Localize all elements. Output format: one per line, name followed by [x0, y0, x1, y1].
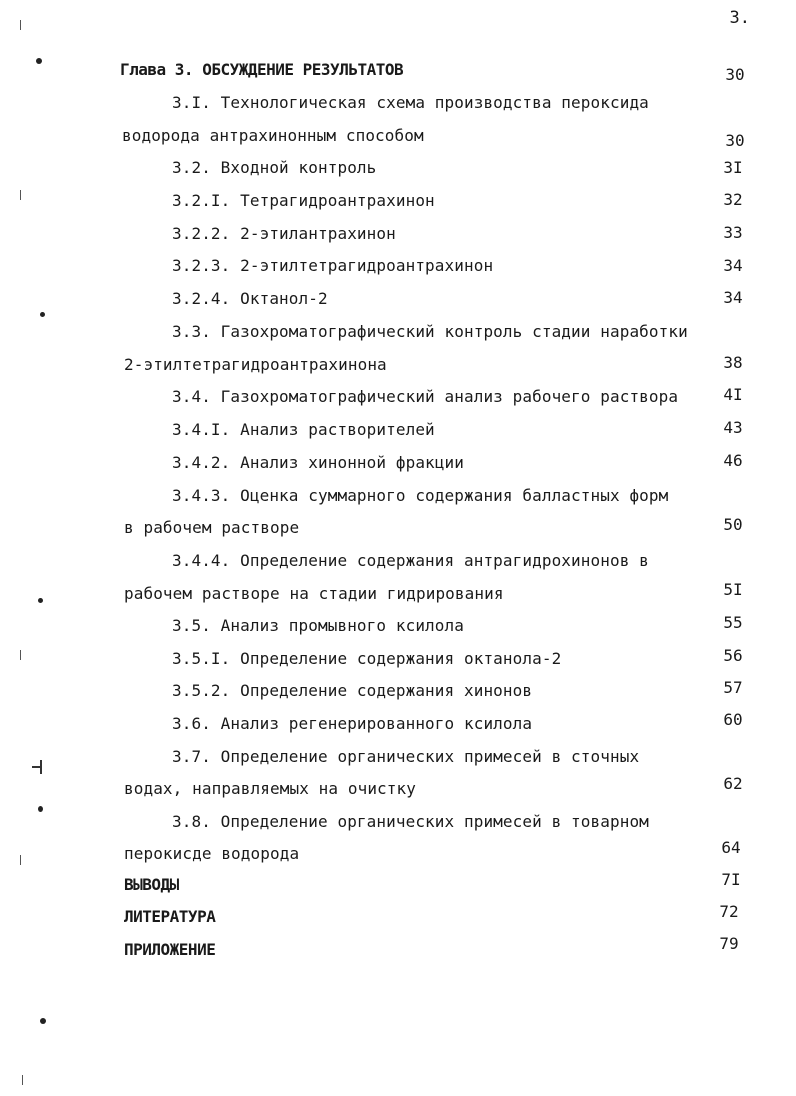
- toc-page-number: 4I: [723, 385, 743, 404]
- scan-mark: [22, 1075, 23, 1085]
- toc-appendix: ПРИЛОЖЕНИЕ: [124, 940, 216, 959]
- toc-page-number: 60: [723, 710, 743, 729]
- toc-entry-line: 3.2.4. Октанол-2: [172, 289, 328, 308]
- toc-page-number: 7I: [721, 870, 741, 889]
- toc-entry-line: 3.2.2. 2-этилантрахинон: [172, 224, 396, 243]
- toc-entry-line: 3.8. Определение органических примесей в товарном: [172, 812, 649, 831]
- scan-speck: [38, 806, 43, 812]
- scan-mark: [20, 20, 21, 30]
- scan-mark: [20, 855, 21, 865]
- scan-mark: [32, 766, 42, 768]
- toc-literature: ЛИТЕРАТУРА: [124, 907, 216, 926]
- scan-speck: [36, 58, 42, 64]
- toc-page-number: 79: [719, 934, 739, 953]
- scan-mark: [20, 650, 21, 660]
- toc-entry-line: 3.2.3. 2-этилтетрагидроантрахинон: [172, 256, 494, 275]
- toc-page-number: 57: [723, 678, 743, 697]
- page-number: 3.: [729, 8, 750, 28]
- scan-speck: [38, 598, 43, 603]
- toc-page-number: 30: [725, 131, 745, 150]
- toc-entry-line: 3.5. Анализ промывного ксилола: [172, 616, 464, 635]
- toc-page-number: 50: [723, 515, 743, 534]
- toc-entry-line: 3.3. Газохроматографический контроль стадии наработки: [172, 322, 688, 341]
- toc-page-number: 33: [723, 223, 743, 242]
- toc-entry-line: 2-этилтетрагидроантрахинона: [124, 355, 387, 374]
- toc-page-number: 64: [721, 838, 741, 857]
- toc-entry-line: 3.7. Определение органических примесей в сточных: [172, 747, 640, 766]
- toc-page-number: 34: [723, 256, 743, 275]
- toc-page-number: 38: [723, 353, 743, 372]
- toc-page-number: 46: [723, 451, 743, 470]
- toc-page-number: 5I: [723, 580, 743, 599]
- toc-entry-line: 3.4.4. Определение содержания антрагидрохинонов в: [172, 551, 649, 570]
- toc-entry-line: в рабочем растворе: [124, 518, 300, 537]
- toc-entry-line: водорода антрахинонным способом: [122, 126, 424, 145]
- scan-speck: [40, 1018, 46, 1024]
- toc-page-number: 72: [719, 902, 739, 921]
- toc-page-number: 34: [723, 288, 743, 307]
- toc-entry-line: 3.2.I. Тетрагидроантрахинон: [172, 191, 435, 210]
- toc-entry-line: 3.4. Газохроматографический анализ рабочего раствора: [172, 387, 679, 406]
- toc-entry-line: 3.4.I. Анализ растворителей: [172, 420, 435, 439]
- toc-entry-line: 3.2. Входной контроль: [172, 158, 377, 177]
- toc-page-number: 62: [723, 774, 743, 793]
- toc-entry-line: водах, направляемых на очистку: [124, 779, 416, 798]
- scan-speck: [40, 312, 45, 317]
- toc-entry-line: 3.I. Технологическая схема производства пероксида: [172, 93, 649, 112]
- toc-page-number: 55: [723, 613, 743, 632]
- toc-page-number: 32: [723, 190, 743, 209]
- toc-entry-line: 3.6. Анализ регенерированного ксилола: [172, 714, 533, 733]
- toc-entry-line: 3.4.3. Оценка суммарного содержания балластных форм: [172, 486, 669, 505]
- toc-entry-line: 3.5.I. Определение содержания октанола-2: [172, 649, 562, 668]
- toc-chapter-title: Глава 3. ОБСУЖДЕНИЕ РЕЗУЛЬТАТОВ: [120, 60, 404, 79]
- toc-page-number: 30: [725, 65, 745, 84]
- toc-page-number: 43: [723, 418, 743, 437]
- toc-entry-line: 3.4.2. Анализ хинонной фракции: [172, 453, 464, 472]
- toc-page-number: 56: [723, 646, 743, 665]
- toc-entry-line: перокисде водорода: [124, 844, 300, 863]
- toc-entry-line: рабочем растворе на стадии гидрирования: [124, 584, 504, 603]
- toc-conclusions: ВЫВОДЫ: [124, 875, 179, 894]
- toc-page-number: 3I: [723, 158, 743, 177]
- scan-mark: [20, 190, 21, 200]
- toc-entry-line: 3.5.2. Определение содержания хинонов: [172, 681, 533, 700]
